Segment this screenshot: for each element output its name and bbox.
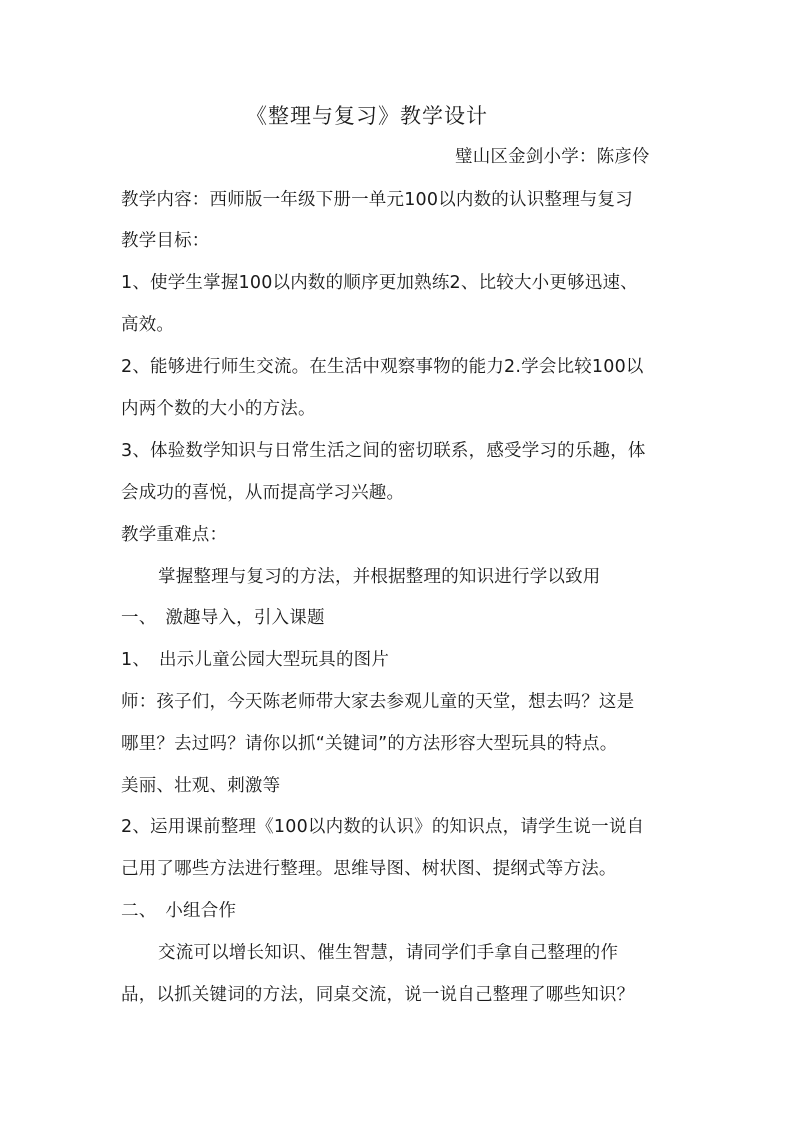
heading-key-points: 教学重难点：: [121, 525, 228, 545]
text-line-goal-2-cont: 内两个数的大小的方法。: [121, 399, 316, 419]
text-line-goal-3: 3、体验数学知识与日常生活之间的密切联系，感受学习的乐趣，体: [121, 441, 646, 461]
text-line-teaching-content: 教学内容：西师版一年级下册一单元100以内数的认识整理与复习: [121, 190, 633, 210]
text-line-goal-3-cont: 会成功的喜悦，从而提高学习兴趣。: [121, 483, 405, 503]
text-line-teacher-1-cont: 哪里？去过吗？请你以抓“关键词”的方法形容大型玩具的特点。: [121, 734, 618, 754]
text-line-goal-1: 1、使学生掌握100以内数的顺序更加熟练2、比较大小更够迅速、: [121, 273, 638, 293]
text-line-step-2: 2、运用课前整理《100以内数的认识》的知识点，请学生说一说自: [121, 817, 645, 837]
section-heading-1: 一、 激趣导入，引入课题: [121, 608, 325, 628]
text-line-group-work-cont: 品，以抓关键词的方法，同桌交流，说一说自己整理了哪些知识？: [121, 985, 635, 1005]
document-title: 《整理与复习》教学设计: [246, 104, 488, 128]
section-heading-2: 二、 小组合作: [121, 901, 237, 921]
text-line-key-points: 掌握整理与复习的方法，并根据整理的知识进行学以致用: [158, 567, 601, 587]
text-line-goal-2: 2、能够进行师生交流。在生活中观察事物的能力2.学会比较100以: [121, 357, 644, 377]
text-line-goal-1-cont: 高效。: [121, 315, 175, 335]
text-line-answers: 美丽、壮观、刺激等: [121, 776, 281, 796]
text-line-step-2-cont: 己用了哪些方法进行整理。思维导图、树状图、提纲式等方法。: [121, 859, 617, 879]
text-line-teacher-1: 师：孩子们，今天陈老师带大家去参观儿童的天堂，想去吗？这是: [121, 692, 635, 712]
heading-teaching-goals: 教学目标：: [121, 231, 210, 251]
text-line-step-1: 1、 出示儿童公园大型玩具的图片: [121, 650, 390, 670]
author-line: 璧山区金剑小学：陈彦伶: [455, 147, 650, 167]
text-line-group-work: 交流可以增长知识、催生智慧，请同学们手拿自己整理的作: [158, 943, 619, 963]
